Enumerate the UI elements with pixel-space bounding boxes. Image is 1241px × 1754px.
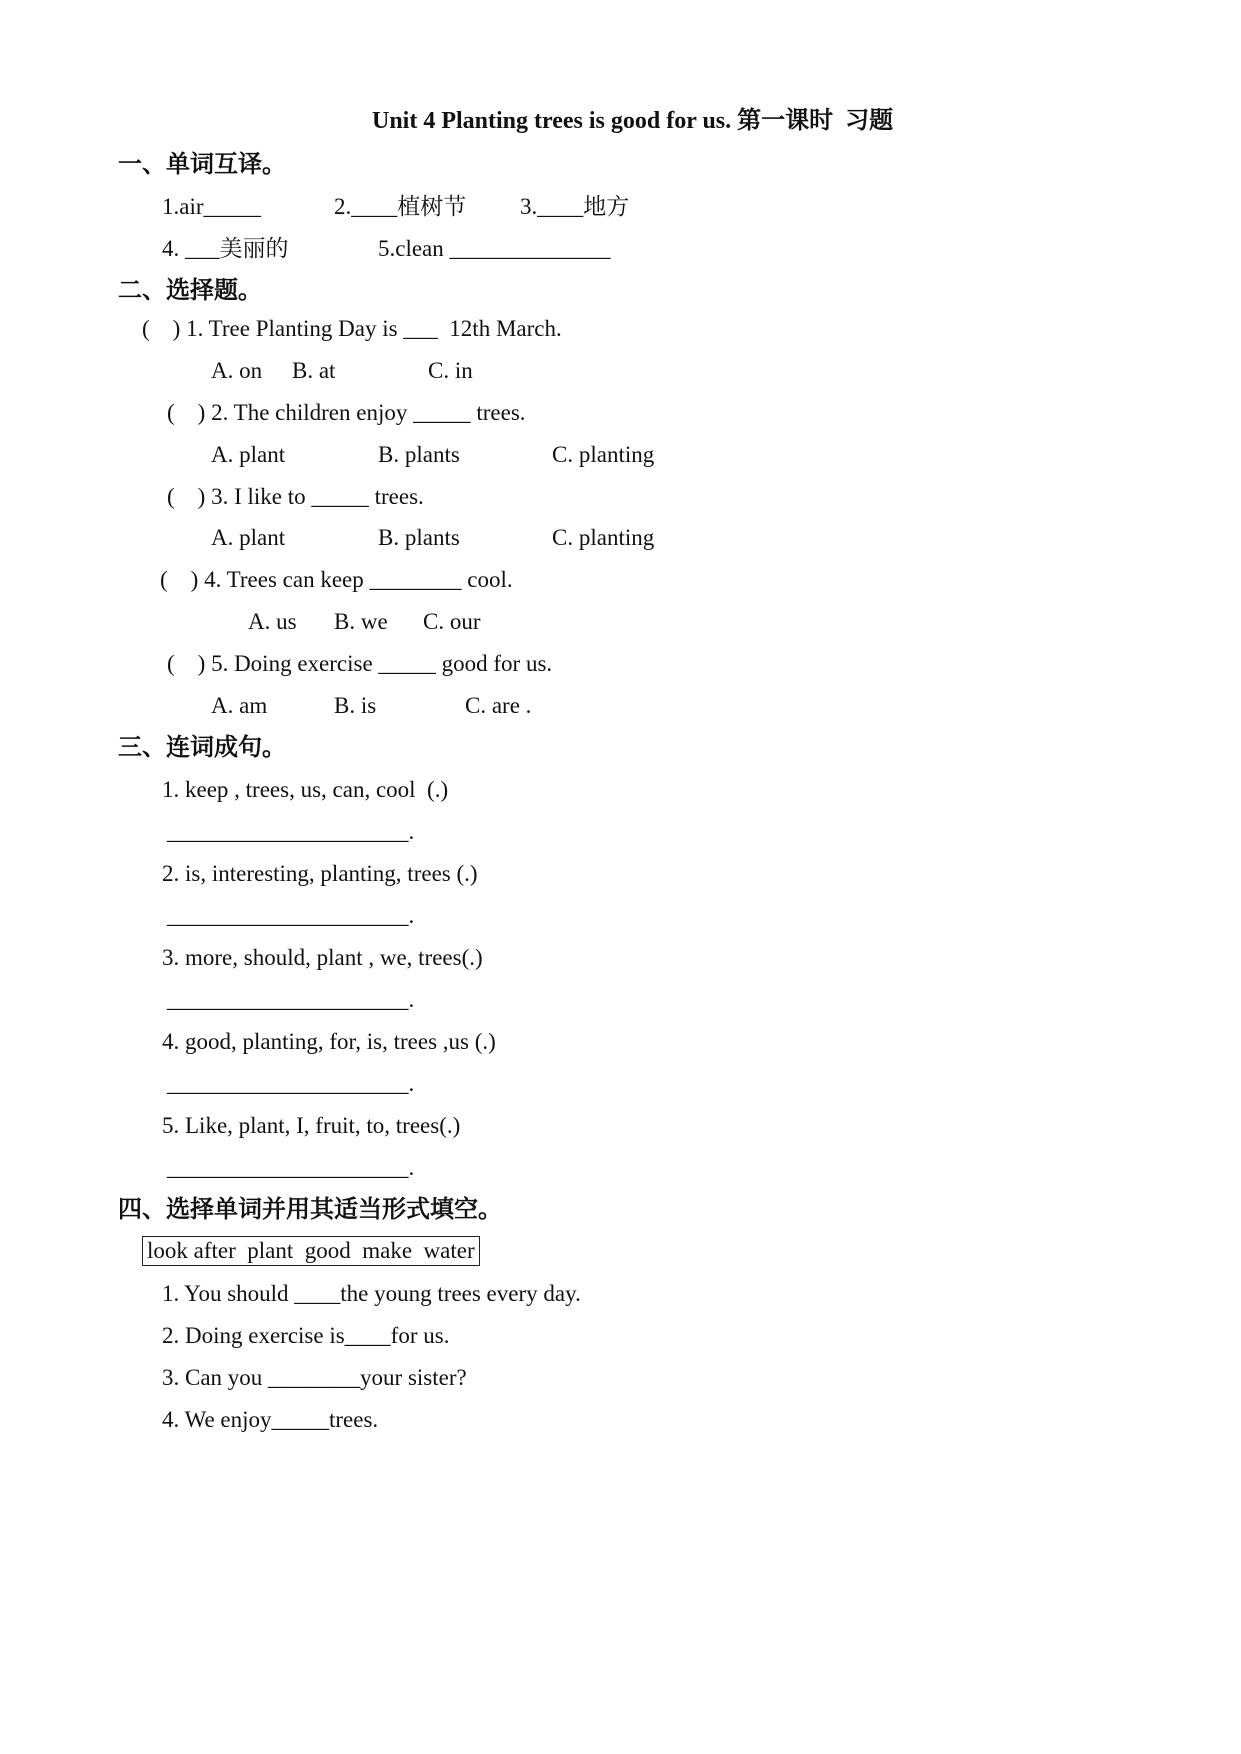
answer-line: _____________________. (167, 987, 415, 1012)
option-a: A. plant (211, 442, 286, 467)
option-b: B. at (292, 358, 336, 383)
question-stem: ( ) 4. Trees can keep ________ cool. (160, 567, 513, 592)
fill-in-item-2: 2. Doing exercise is____for us. (162, 1323, 450, 1348)
vocab-item-4: 4. ___美丽的 (162, 236, 289, 261)
fill-in-item-4: 4. We enjoy_____trees. (162, 1407, 379, 1432)
sentence-item-3: 3. more, should, plant , we, trees(.) (162, 945, 483, 970)
sentence-item-2: 2. is, interesting, planting, trees (.) (162, 861, 478, 886)
vocab-item-2: 2.____植树节 (334, 194, 467, 219)
section-heading-sentence-building: 三、连词成句。 (118, 735, 286, 761)
answer-line: _____________________. (167, 1155, 415, 1180)
option-a: A. am (211, 693, 268, 718)
option-c: C. are . (465, 693, 532, 718)
option-a: A. on (211, 358, 263, 383)
option-c: C. planting (552, 442, 655, 467)
option-c: C. planting (552, 525, 655, 550)
page-title: Unit 4 Planting trees is good for us. 第一课时 习题 (372, 108, 894, 134)
option-a: A. us (248, 609, 297, 634)
fill-in-item-3: 3. Can you ________your sister? (162, 1365, 467, 1390)
option-c: C. in (428, 358, 473, 383)
option-a: A. plant (211, 525, 286, 550)
option-b: B. we (334, 609, 388, 634)
section-heading-vocabulary: 一、单词互译。 (118, 152, 286, 178)
answer-line: _____________________. (167, 903, 415, 928)
word-bank-box: look after plant good make water (142, 1236, 480, 1266)
option-b: B. plants (378, 442, 460, 467)
sentence-item-5: 5. Like, plant, I, fruit, to, trees(.) (162, 1113, 461, 1138)
vocab-item-1: 1.air_____ (162, 194, 262, 219)
question-stem: ( ) 1. Tree Planting Day is ___ 12th March. (142, 316, 562, 341)
option-b: B. plants (378, 525, 460, 550)
sentence-item-1: 1. keep , trees, us, can, cool (.) (162, 777, 449, 802)
question-stem: ( ) 2. The children enjoy _____ trees. (167, 400, 526, 425)
answer-line: _____________________. (167, 1071, 415, 1096)
question-stem: ( ) 3. I like to _____ trees. (167, 484, 424, 509)
answer-line: _____________________. (167, 819, 415, 844)
vocab-item-3: 3.____地方 (520, 194, 630, 219)
section-heading-multiple-choice: 二、选择题。 (118, 278, 262, 304)
fill-in-item-1: 1. You should ____the young trees every day. (162, 1281, 581, 1306)
option-c: C. our (423, 609, 481, 634)
option-b: B. is (334, 693, 377, 718)
sentence-item-4: 4. good, planting, for, is, trees ,us (.) (162, 1029, 496, 1054)
vocab-item-5: 5.clean ______________ (378, 236, 611, 261)
section-heading-fill-in: 四、选择单词并用其适当形式填空。 (118, 1197, 502, 1223)
question-stem: ( ) 5. Doing exercise _____ good for us. (167, 651, 553, 676)
